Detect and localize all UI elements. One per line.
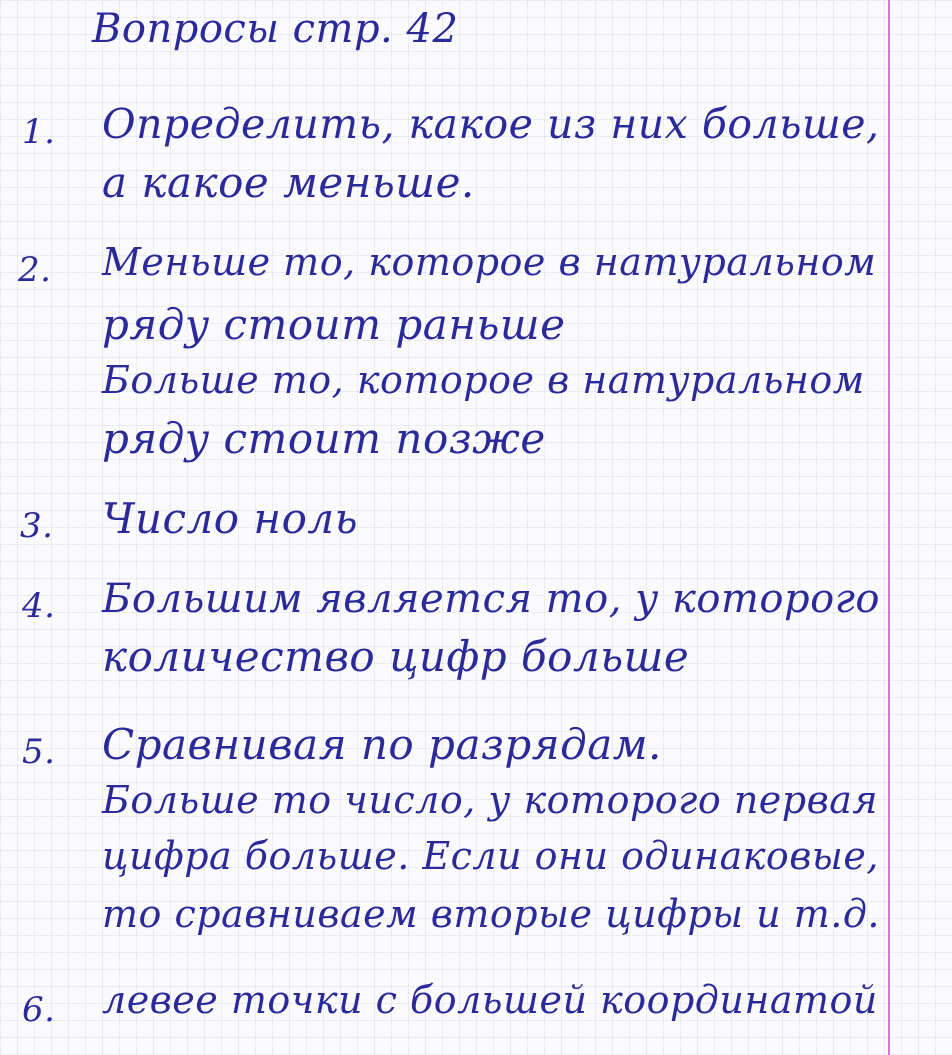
item-number-4: 4. [22, 586, 56, 626]
item-number-5: 5. [22, 732, 56, 772]
answer-1-line-1: Определить, какое из них больше, [102, 100, 880, 148]
answer-2-line-1: Меньше то, которое в натуральном [102, 240, 877, 284]
margin-line [888, 0, 890, 1055]
answer-1-line-2: а какое меньше. [102, 158, 475, 207]
answer-2-line-4: ряду стоит позже [102, 414, 546, 463]
answer-5-line-4: то сравниваем вторые цифры и т.д. [102, 892, 881, 936]
answer-5-line-2: Больше то число, у которого первая [102, 778, 879, 822]
answer-5-line-1: Сравнивая по разрядам. [102, 720, 662, 769]
item-number-2: 2. [18, 250, 52, 290]
page-title: Вопросы стр. 42 [92, 6, 459, 52]
answer-2-line-2: ряду стоит раньше [102, 300, 566, 349]
answer-5-line-3: цифра больше. Если они одинаковые, [102, 834, 879, 878]
answer-4-line-2: количество цифр больше [102, 632, 690, 681]
answer-2-line-3: Больше то, которое в натуральном [102, 358, 865, 402]
item-number-6: 6. [22, 990, 56, 1030]
answer-6-line-1: левее точки с большей координатой [102, 978, 878, 1022]
answer-3-line-1: Число ноль [102, 494, 358, 543]
item-number-3: 3. [20, 506, 54, 546]
answer-4-line-1: Большим является то, у которого [102, 576, 880, 622]
item-number-1: 1. [22, 112, 56, 152]
